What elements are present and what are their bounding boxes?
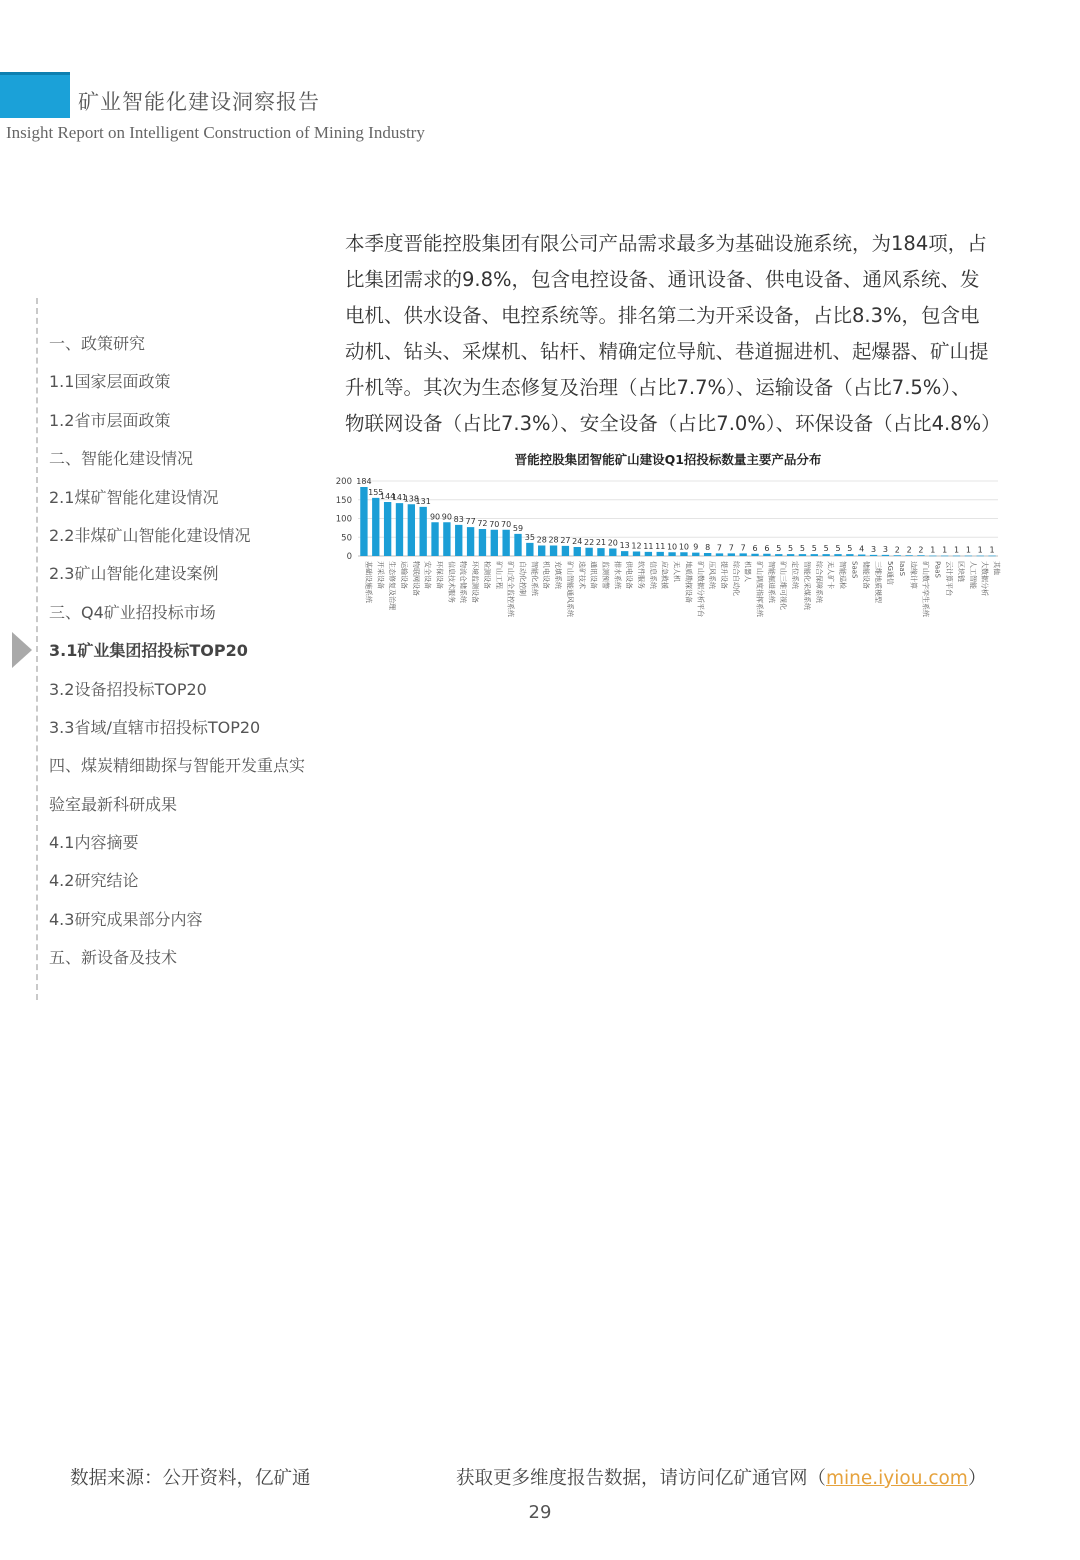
chart-data-label: 70 (501, 519, 512, 529)
chart-data-label: 35 (524, 532, 535, 542)
chart-data-label: 7 (728, 543, 734, 553)
chart-title: 晋能控股集团智能矿山建设Q1招投标数量主要产品分布 (514, 452, 822, 467)
chart-bar (633, 552, 640, 557)
toc-item[interactable]: 2.3矿山智能化建设案例 (49, 564, 219, 584)
chart-data-label: 144 (379, 492, 396, 501)
report-subtitle: Insight Report on Intelligent Construction of Mining Industry (6, 123, 425, 142)
chart-bar (443, 522, 450, 556)
chart-bar (846, 554, 853, 556)
chart-data-label: 1 (942, 545, 948, 555)
website-link[interactable]: mine.iyiou.com (826, 1468, 968, 1489)
chart-category-label: 储能设备 (862, 561, 871, 589)
chart-category-label: 定位系统 (791, 561, 800, 589)
chart-bar (941, 556, 948, 557)
chart-ytick-label: 50 (341, 533, 352, 544)
report-title: 矿业智能化建设洞察报告 (78, 90, 320, 114)
chart-bar (431, 522, 438, 556)
chart-data-label: 6 (752, 543, 758, 553)
chart-bar (384, 502, 391, 556)
chart-category-label: 压风系统 (708, 561, 717, 589)
chart-category-label: 自动化控制 (518, 561, 527, 596)
chart-category-label: 环境监测设备 (471, 561, 480, 603)
chart-category-label: 供电设备 (625, 561, 634, 589)
chart-category-label: 人工智能 (968, 561, 977, 589)
chart-bar (467, 527, 474, 556)
chart-data-label: 155 (368, 487, 384, 497)
chart-category-label: 矿山三维可视化 (779, 561, 788, 610)
chart-data-label: 5 (835, 544, 841, 554)
chart-bar (657, 552, 664, 556)
chart-bar (479, 529, 486, 556)
chart-category-label: 软件服务 (637, 561, 646, 589)
chart-category-label: 信息技术服务 (447, 561, 456, 603)
toc-item[interactable]: 1.2省市层面政策 (49, 410, 171, 430)
chart-ytick-label: 0 (346, 552, 352, 562)
chart-bar (502, 530, 509, 556)
chart-data-label: 72 (477, 519, 488, 528)
chart-category-label: 无人机 (672, 561, 681, 582)
chart-bar (597, 548, 604, 556)
toc-current-arrow-icon (12, 632, 32, 668)
chart-data-label: 2 (918, 545, 924, 555)
chart-data-label: 3 (882, 544, 888, 554)
toc-divider (36, 298, 38, 1000)
chart-bar (668, 552, 675, 556)
chart-category-label: 智能巡检 (838, 561, 847, 589)
header-accent-block (0, 72, 70, 118)
chart-data-label: 59 (512, 523, 524, 533)
chart-data-label: 138 (403, 494, 419, 504)
chart-ytick-label: 100 (335, 514, 352, 525)
chart-category-label: 5G通信 (885, 561, 894, 585)
chart-data-label: 9 (693, 542, 699, 552)
chart-data-label: 70 (489, 519, 500, 529)
chart-bar (396, 503, 403, 556)
chart-bar (882, 555, 889, 556)
chart-category-label: 云计算平台 (945, 561, 954, 596)
chart-category-label: 检测设备 (482, 561, 491, 589)
chart-bar (360, 487, 367, 556)
chart-data-label: 77 (465, 517, 476, 527)
chart-bar (562, 546, 569, 556)
chart-ytick-label: 200 (335, 477, 352, 487)
chart-category-label: SaaS (850, 561, 859, 579)
chart-category-label: 选矿技术 (577, 561, 586, 589)
chart-category-label: 运输设备 (399, 561, 408, 589)
chart-bar (574, 547, 581, 556)
chart-bar (953, 556, 960, 557)
chart-data-label: 20 (607, 538, 618, 548)
chart-category-label: 智能化采煤系统 (802, 561, 811, 610)
chart-bar (585, 548, 592, 556)
chart-bar (526, 543, 533, 556)
chart-data-label: 10 (678, 542, 690, 552)
chart-category-label: 应急救援 (660, 561, 669, 589)
chart-category-label: 生态修复及治理 (388, 561, 397, 610)
chart-category-label: 无人矿卡 (826, 561, 835, 589)
chart-ytick-label: 150 (335, 495, 352, 506)
chart-data-label: 3 (871, 544, 877, 554)
chart-data-label: 22 (584, 537, 595, 547)
chart-bar (538, 546, 545, 557)
chart-bar (834, 554, 841, 556)
chart-category-label: 基础设施系统 (364, 561, 373, 603)
chart-data-label: 7 (740, 543, 746, 553)
toc-item-active[interactable]: 3.1矿业集团招投标TOP20 (49, 641, 248, 661)
toc-item[interactable]: 2.1煤矿智能化建设情况 (49, 487, 219, 507)
chart-bar (716, 553, 723, 556)
body-paragraph (345, 226, 1025, 442)
chart-data-label: 1 (977, 545, 983, 555)
chart-bar (822, 554, 829, 556)
chart-bar (905, 555, 912, 556)
chart-bar (704, 553, 711, 556)
chart-bar (917, 555, 924, 556)
chart-bar (740, 553, 747, 556)
toc-item[interactable]: 3.3省域/直辖市招投标TOP20 (49, 717, 261, 737)
chart-bar (763, 554, 770, 556)
toc-item[interactable]: 4.3研究成果部分内容 (49, 909, 203, 929)
chart-bar (787, 554, 794, 556)
chart-category-label: 大数据分析 (980, 561, 989, 596)
toc-item[interactable]: 4.1内容摘要 (49, 833, 139, 853)
chart-data-label: 13 (619, 541, 630, 551)
chart-category-label: 地质勘探设备 (684, 561, 693, 603)
chart-category-label: 矿山数据分析平台 (696, 561, 705, 617)
chart-bar (372, 498, 379, 556)
chart-data-label: 2 (906, 545, 912, 555)
toc-item[interactable]: 四、煤炭精细勘探与智能开发重点实 (49, 756, 306, 776)
chart-category-label: 安全设备 (423, 561, 432, 589)
page-number: 29 (528, 1502, 552, 1523)
chart-bar (751, 554, 758, 556)
chart-category-label: 信息系统 (648, 561, 657, 589)
chart-data-label: 10 (666, 542, 678, 552)
chart-data-label: 2 (894, 545, 900, 555)
table-of-contents (49, 326, 305, 979)
chart-category-label: 综合自动化 (731, 561, 740, 596)
body-line: 升机等。其次为生态修复及治理（占比7.7%）、运输设备（占比7.5%）、 (345, 376, 971, 399)
chart-data-label: 5 (776, 544, 782, 554)
data-source: 数据来源：公开资料，亿矿通 (70, 1468, 311, 1489)
chart-data-label: 184 (356, 477, 372, 486)
chart-data-label: 5 (847, 544, 853, 554)
chart-category-label: 综合保障系统 (814, 561, 823, 603)
toc-item[interactable]: 五、新设备及技术 (49, 948, 178, 968)
chart-category-label: 环保设备 (435, 561, 444, 589)
toc-item[interactable]: 1.1国家层面政策 (49, 372, 171, 392)
chart-bar (775, 554, 782, 556)
toc-item[interactable]: 三、Q4矿业招投标市场 (49, 602, 216, 622)
chart-category-label: 智能化系统 (530, 561, 539, 596)
chart-category-label: 矿山数字孪生系统 (921, 561, 930, 617)
chart-data-label: 5 (788, 544, 794, 554)
chart-bar (728, 553, 735, 556)
chart-data-label: 1 (989, 545, 995, 555)
chart-data-label: 4 (859, 544, 865, 554)
chart-bar (929, 556, 936, 557)
chart-category-label: 充填系统 (554, 561, 563, 589)
chart-data-label: 1 (930, 545, 936, 555)
chart-category-label: 区块链 (957, 561, 966, 582)
visit-note (456, 1464, 986, 1490)
chart-category-label: 物流仓储系统 (459, 561, 468, 603)
chart-category-label: 监测预警 (601, 561, 610, 589)
chart-category-label: 矿山工程 (494, 561, 503, 589)
chart-data-label: 7 (716, 543, 723, 553)
chart-bar (811, 554, 818, 556)
chart-data-label: 90 (429, 512, 441, 522)
toc-item[interactable]: 一、政策研究 (49, 334, 146, 353)
chart-category-label: 边缘计算 (909, 561, 918, 589)
chart-bar (514, 534, 521, 556)
product-distribution-chart (330, 445, 1010, 650)
chart-category-label: 排水系统 (613, 561, 622, 589)
body-line: 物联网设备（占比7.3%）、安全设备（占比7.0%）、环保设备（占比4.8%） (345, 412, 1001, 435)
body-line: 动机、钻头、采煤机、钻杆、精确定位导航、巷道掘进机、起爆器、矿山提 (345, 340, 989, 363)
chart-data-label: 11 (655, 541, 666, 551)
chart-data-label: 83 (453, 514, 464, 524)
chart-data-label: 5 (811, 544, 817, 554)
chart-category-label: 通讯设备 (589, 561, 598, 589)
visit-suffix: ） (967, 1468, 987, 1489)
chart-bar (977, 556, 984, 557)
chart-category-label: 智能掘进系统 (767, 561, 776, 603)
chart-data-label: 12 (631, 541, 642, 551)
chart-bar (799, 554, 806, 556)
chart-data-label: 1 (965, 545, 971, 555)
chart-data-label: 5 (799, 544, 805, 554)
chart-category-label: 矿山安全监控系统 (506, 561, 515, 617)
chart-data-label: 28 (548, 535, 559, 545)
chart-category-label: 矿山智能通风系统 (565, 561, 574, 617)
chart-data-label: 21 (595, 538, 607, 548)
chart-bar (870, 555, 877, 556)
chart-data-label: 90 (441, 512, 452, 522)
chart-bar (680, 552, 687, 556)
chart-category-label: 提升设备 (719, 561, 728, 589)
chart-category-label: 物联网设备 (411, 561, 420, 596)
toc-item[interactable]: 2.2非煤矿山智能化建设情况 (49, 525, 251, 545)
toc-item[interactable]: 验室最新科研成果 (49, 794, 178, 814)
chart-data-label: 11 (643, 541, 654, 551)
chart-bar (420, 507, 427, 556)
chart-bar (894, 555, 901, 556)
chart-bar (965, 556, 972, 557)
toc-item[interactable]: 二、智能化建设情况 (49, 449, 194, 469)
chart-data-label: 131 (415, 496, 431, 506)
chart-category-label: PaaS (933, 561, 942, 578)
chart-category-label: 机电设备 (542, 561, 551, 589)
toc-item[interactable]: 4.2研究结论 (49, 871, 139, 891)
chart-bar (408, 504, 415, 556)
header-accent-line (0, 72, 70, 75)
chart-data-label: 27 (560, 535, 571, 545)
body-line: 本季度晋能控股集团有限公司产品需求最多为基础设施系统，为184项，占 (345, 232, 987, 255)
chart-bar (491, 530, 498, 556)
chart-data-label: 28 (536, 535, 547, 545)
chart-category-label: 机器人 (743, 561, 752, 582)
chart-category-label: 开采设备 (376, 561, 385, 589)
chart-bar (988, 556, 995, 557)
chart-data-label: 24 (572, 537, 583, 546)
chart-data-label: 141 (391, 493, 408, 503)
chart-bar (645, 552, 652, 556)
visit-prefix: 获取更多维度报告数据，请访问亿矿通官网（ (456, 1468, 827, 1489)
chart-bar (550, 546, 557, 557)
body-line: 电机、供水设备、电控系统等。排名第二为开采设备，占比8.3%，包含电 (345, 304, 980, 327)
chart-category-label: 其他 (992, 561, 1001, 575)
chart-category-label: 三维地质模型 (874, 561, 883, 603)
toc-item[interactable]: 3.2设备招投标TOP20 (49, 679, 207, 699)
chart-bar (455, 525, 462, 556)
chart-bar (609, 549, 616, 557)
chart-bar (692, 553, 699, 556)
chart-data-label: 8 (705, 543, 711, 552)
chart-data-label: 5 (823, 544, 829, 554)
chart-bar (858, 555, 865, 557)
chart-category-label: IaaS (897, 561, 906, 577)
chart-data-label: 6 (764, 543, 770, 553)
chart-bar (621, 551, 628, 556)
body-line: 比集团需求的9.8%，包含电控设备、通讯设备、供电设备、通风系统、发 (345, 268, 980, 291)
chart-category-label: 矿山调度指挥系统 (755, 561, 764, 617)
chart-data-label: 1 (953, 545, 960, 555)
